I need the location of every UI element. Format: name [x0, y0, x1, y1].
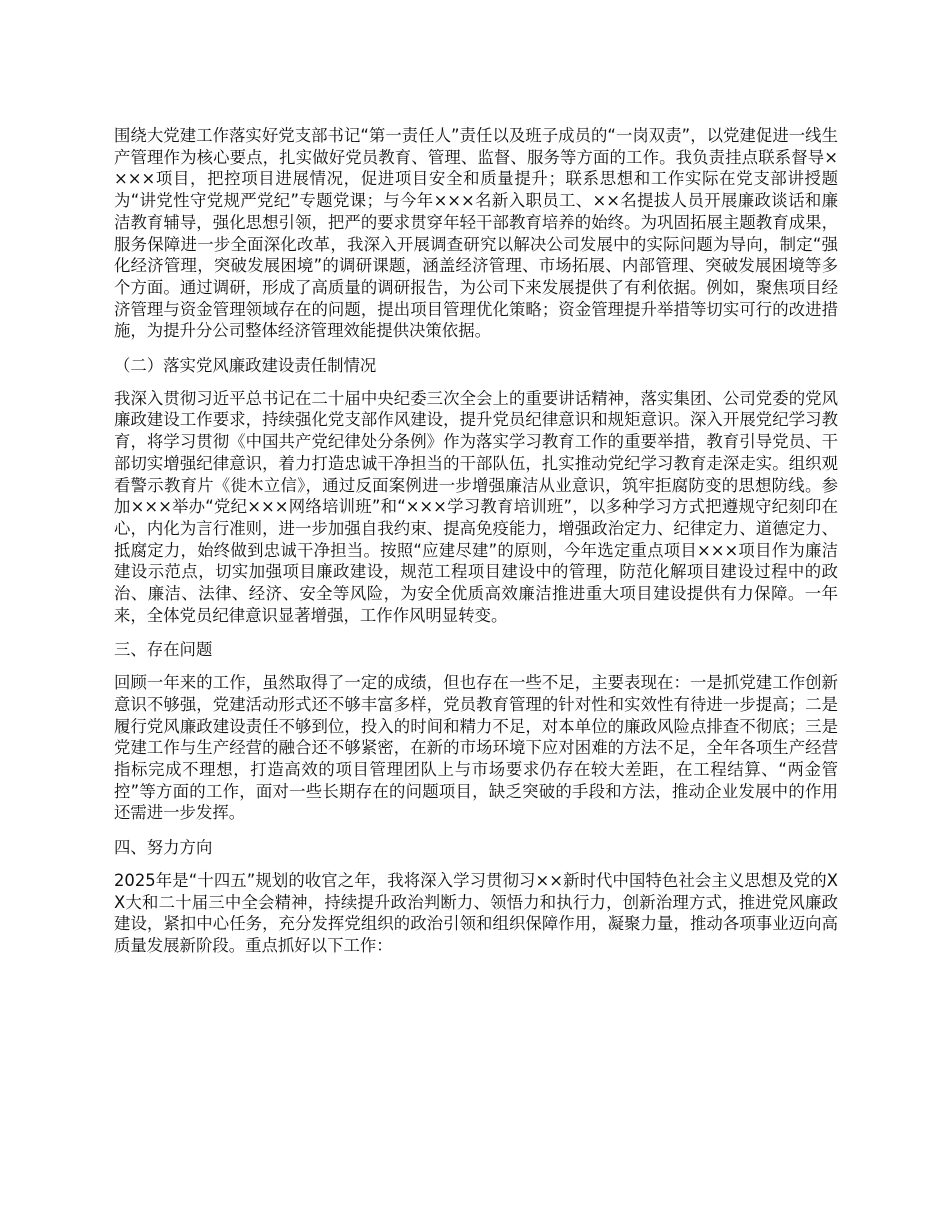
heading-integrity-responsibility: （二）落实党风廉政建设责任制情况: [114, 356, 377, 376]
paragraph-integrity-responsibility: 我深入贯彻习近平总书记在二十届中央纪委三次全会上的重要讲话精神，落实集团、公司党委的党风廉政建设工作要求，持续强化党支部作风建设，提升党员纪律意识和规矩意识。深入开展党纪学习教育，将学习贯彻《中国共产党纪律处分条例》作为落实学习教育工作的重要举措，教育引导党员、干部切实增强纪律意识，着力打造忠诚干净担当的干部队伍，扎实推动党纪学习教育走深走实。组织观看警示教育片《徙木立信》，通过反面案例进一步增强廉洁从业意识，筑牢拒腐防变的思想防线。参加×××举办“党纪×××网络培训班”和“×××学习教育培训班”，以多种学习方式把遵规守纪刻印在心，内化为言行准则，进一步加强自我约束、提高免疫能力，增强政治定力、纪律定力、道德定力、抵腐定力，始终做到忠诚干净担当。按照“应建尽建”的原则，今年选定重点项目×××项目作为廉洁建设示范点，切实加强项目廉政建设，规范工程项目建设中的管理，防范化解项目建设过程中的政治、廉洁、法律、经济、安全等风险，为安全优质高效廉洁推进重大项目建设提供有力保障。一年来，全体党员纪律意识显著增强，工作作风明显转变。: [114, 388, 838, 625]
paragraph-party-building-work: 围绕大党建工作落实好党支部书记“第一责任人”责任以及班子成员的“一岗双责”，以党建促进一线生产管理作为核心要点，扎实做好党员教育、管理、监督、服务等方面的工作。我负责挂点联系督导××××项目，把控项目进展情况，促进项目安全和质量提升；联系思想和工作实际在党支部讲授题为“讲党性守党规严党纪”专题党课；与今年×××名新入职员工、××名提拔人员开展廉政谈话和廉洁教育辅导，强化思想引领，把严的要求贯穿年轻干部教育培养的始终。为巩固拓展主题教育成果，服务保障进一步全面深化改革，我深入开展调查研究以解决公司发展中的实际问题为导向，制定“强化经济管理，突破发展困境”的调研课题，涵盖经济管理、市场拓展、内部管理、突破发展困境等多个方面。通过调研，形成了高质量的调研报告，为公司下来发展提供了有利依据。例如，聚焦项目经济管理与资金管理领域存在的问题，提出项目管理优化策略；资金管理提升举措等切实可行的改进措施，为提升分公司整体经济管理效能提供决策依据。: [114, 126, 838, 341]
heading-existing-problems: 三、存在问题: [114, 640, 213, 660]
heading-future-direction: 四、努力方向: [114, 838, 213, 858]
paragraph-existing-problems: 回顾一年来的工作，虽然取得了一定的成绩，但也存在一些不足，主要表现在：一是抓党建工作创新意识不够强，党建活动形式还不够丰富多样，党员教育管理的针对性和实效性有待进一步提高；二是履行党风廉政建设责任不够到位，投入的时间和精力不足，对本单位的廉政风险点排查不彻底；三是党建工作与生产经营的融合还不够紧密，在新的市场环境下应对困难的方法不足，全年各项生产经营指标完成不理想，打造高效的项目管理团队上与市场要求仍存在较大差距，在工程结算、“两金管控”等方面的工作，面对一些长期存在的问题项目，缺乏突破的手段和方法，推动企业发展中的作用还需进一步发挥。: [114, 673, 838, 823]
paragraph-future-direction: 2025年是“十四五”规划的收官之年，我将深入学习贯彻习××新时代中国特色社会主义思想及党的XX大和二十届三中全会精神，持续提升政治判断力、领悟力和执行力，创新治理方式，推进党风廉政建设，紧扣中心任务，充分发挥党组织的政治引领和组织保障作用，凝聚力量，推动各项事业迈向高质量发展新阶段。重点抓好以下工作：: [114, 870, 838, 955]
